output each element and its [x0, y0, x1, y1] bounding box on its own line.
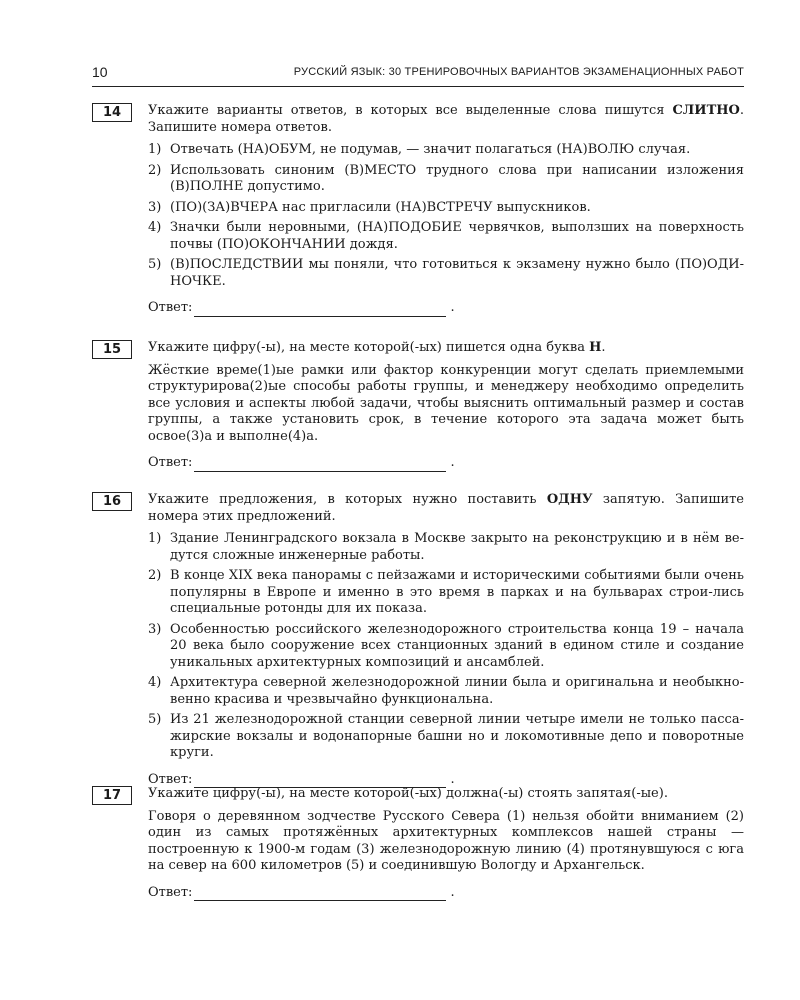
answer-option: 1) Здание Ленинградского вокзала в Москве закрыто на реконструкцию и в нём ве-дутся сложные инженерные работы.: [148, 531, 744, 563]
answer-option: 2) Использовать синоним (В)МЕСТО трудного слова при написании изложения (В)ПОЛНЕ допустимо.: [148, 162, 744, 194]
running-header-title: РУССКИЙ ЯЗЫК: 30 ТРЕНИРОВОЧНЫХ ВАРИАНТОВ ЭКЗАМЕНАЦИОННЫХ РАБОТ: [293, 66, 744, 78]
task-question: Укажите предложения, в которых нужно поставить ОДНУ запятую. Запишите номера этих предложений.: [148, 492, 745, 524]
answer-field[interactable]: Ответ: .: [148, 884, 455, 900]
task-16: [92, 492, 744, 788]
page-number: 10: [92, 64, 108, 80]
answer-line[interactable]: [194, 304, 446, 317]
answer-line[interactable]: [194, 888, 446, 901]
header-rule: [92, 86, 744, 87]
answer-option: 1) Отвечать (НА)ОБУМ, не подумав, — значит полагаться (НА)ВОЛЮ случая.: [148, 142, 691, 157]
task-number-box: 16: [92, 492, 132, 511]
answer-field[interactable]: Ответ: .: [148, 455, 455, 470]
answer-option: 2) В конце XIX века панорамы с пейзажами и историческими событиями были очень популярны в Европе и именно в это время в парках и на бульварах строи-лись специальные ротонды для их показа.: [148, 568, 744, 616]
answer-option: 4) Архитектура северной железнодорожной линии была и оригинальна и необыкно-венно красива и чрезвычайно функциональна.: [148, 675, 744, 707]
answer-line[interactable]: [194, 459, 446, 472]
answer-option: 3) (ПО)(ЗА)ВЧЕРА нас пригласили (НА)ВСТРЕЧУ выпускников.: [148, 199, 591, 215]
answer-option: 3) Особенностью российского железнодорожного строительства конца 19 – начала 20 века было сооружение всех станционных зданий в едином стиле и создание уникальных архитектурных композиций и ансамблей.: [148, 621, 744, 670]
answer-option: 5) (В)ПОСЛЕДСТВИИ мы поняли, что готовиться к экзамену нужно было (ПО)ОДИ-НОЧКЕ.: [148, 257, 744, 289]
task-text: Говоря о деревянном зодчестве Русского Севера (1) нельзя обойти вниманием (2) один из самых протяжённых архитектурных комплексов нашей страны — построенную к 1900-м годам (3) железнодорожную линию (4) протянувшуюся с юга на север на 600 километров (5) и соединившую Вологду и Архангельск.: [148, 808, 744, 873]
task-text: Жёсткие време(1)ые рамки или фактор конкуренции могут сделать приемлемыми структурирова(2)ые способы работы группы, и менеджеру необходимо определить все условия и аспекты любой задачи, чтобы выяснить оптимальный размер и состав группы, а также установить срок, в течение которого эта задача может быть освое(3)а и выполне(4)а.: [148, 362, 744, 444]
task-17: [92, 786, 744, 901]
answer-field[interactable]: Ответ: .: [148, 300, 455, 315]
task-number-box: 17: [92, 786, 132, 805]
task-question: Укажите цифру(-ы), на месте которой(-ых) должна(-ы) стоять запятая(-ые).: [148, 786, 668, 801]
answer-option: 5) Из 21 железнодорожной станции северной линии четыре имели не только пасса-жирские вокзалы и водонапорные башни но и локомотивные депо и поворотные круги.: [148, 712, 744, 760]
task-14: [92, 103, 744, 317]
answer-option: 4) Значки были неровными, (НА)ПОДОБИЕ червячков, выползших на поверхность почвы (ПО)ОКОНЧАНИИ дождя.: [148, 220, 744, 252]
answer-field[interactable]: Ответ: .: [148, 771, 455, 787]
task-number-box: 15: [92, 340, 132, 359]
task-15: [92, 340, 744, 472]
task-question: Укажите варианты ответов, в которых все выделенные слова пишутся СЛИТНО. Запишите номера ответов.: [148, 103, 744, 135]
task-question: Укажите цифру(-ы), на месте которой(-ых) пишется одна буква Н.: [148, 340, 606, 355]
task-number-box: 14: [92, 103, 132, 122]
